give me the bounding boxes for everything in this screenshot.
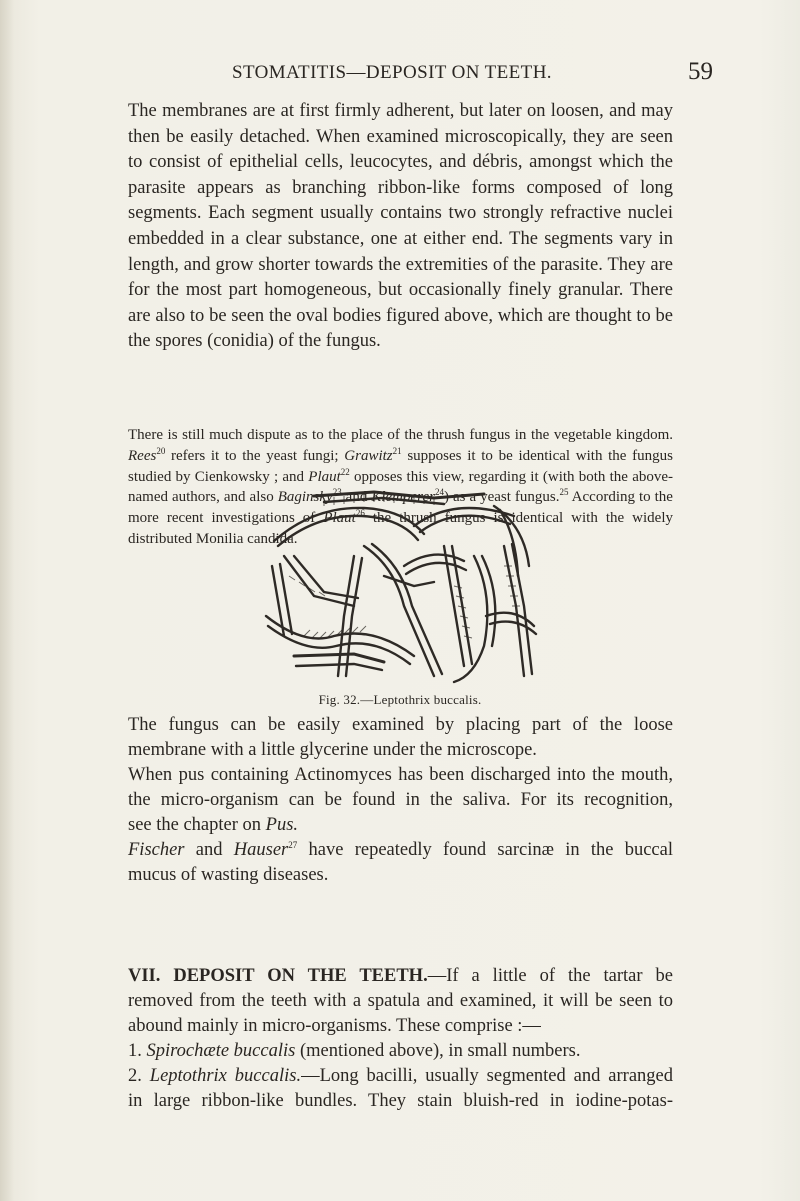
running-head: STOMATITIS—DEPOSIT ON TEETH.	[232, 62, 552, 83]
text-line: The fungus can be easily examined by placing part of the loose	[128, 715, 673, 735]
page-number: 59	[688, 58, 713, 85]
list-item: 2. Leptothrix buccalis.—Long bacilli, usually segmented and arranged	[128, 1066, 674, 1086]
text-line: membrane with a little glycerine under the microscope.	[128, 740, 537, 760]
section-deposit-on-teeth	[128, 964, 673, 1114]
text-line: When pus containing Actinomyces has been discharged into the mouth,	[128, 765, 673, 785]
text-line: removed from the teeth with a spatula and examined, it will be seen to	[128, 991, 673, 1011]
paragraph-thrush-dispute: There is still much dispute as to the place of the thrush fungus in the vegetable kingdom. Rees$^{20}$ refers it to the yeast fungi; Grawitz$^{21}$ supposes it to be identical with the fungus studied by Cienkowsky ; and Plaut$^{22}$ opposes this view, regarding it (with both the above-named authors, and also Baginsky$^{23}$ and Klemperer$^{24}$) as a yeast fungus.$^{25}$ According to the more recent investigations of Plaut$^{26}$ the thrush fungus is identical with the widely distributed Monilia candida.	[128, 427, 674, 547]
text-line: Fischer and Hauser$^{27}$ have repeatedly found sarcinæ in the buccal	[128, 839, 673, 860]
text-line: abound mainly in micro-organisms. These comprise :—	[128, 1016, 541, 1036]
section-heading-line: VII. DEPOSIT ON THE TEETH.—If a little of the tartar be	[128, 966, 673, 986]
paragraph-membranes: The membranes are at first firmly adherent, but later on loosen, and may then be easily detached. When examined microscopically, they are seen to consist of epithelial cells, leucocytes, and débris, amongst which the parasite appears as branching ribbon-like forms composed of long segments. Each segment usually contains two strongly refractive nuclei embedded in a clear substance, one at either end. The segments vary in length, and grow shorter towards the extremities of the parasite. They are for the most part homogeneous, but occasionally finely granular. There are also to be seen the oval bodies figured above, which are thought to be the spores (conidia) of the fungus.	[128, 101, 673, 352]
leptothrix-illustration	[254, 486, 546, 686]
paragraph-examination	[128, 713, 673, 888]
page-header	[0, 58, 800, 98]
text-line: in large ribbon-like bundles. They stain bluish-red in iodine-potas-	[128, 1091, 673, 1111]
list-item: 1. Spirochæte buccalis (mentioned above), in small numbers.	[128, 1041, 581, 1061]
text-line: see the chapter on Pus.	[128, 815, 299, 835]
page-spine-shadow	[0, 0, 14, 1201]
figure-caption: Fig. 32.—Leptothrix buccalis.	[318, 692, 482, 707]
text-line: the micro-organism can be found in the saliva. For its recognition,	[128, 790, 673, 810]
text-line: mucus of wasting diseases.	[128, 865, 329, 885]
